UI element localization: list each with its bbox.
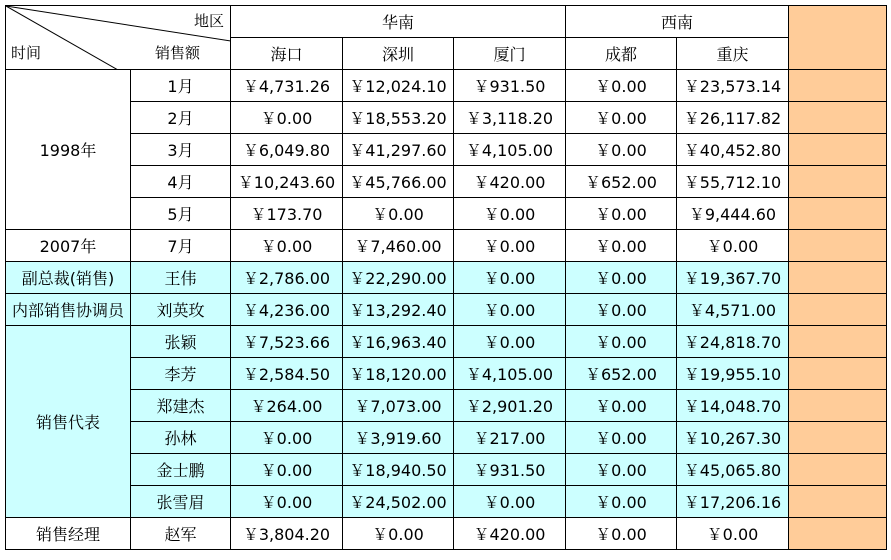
group-label-cell[interactable]: 销售经理 (6, 518, 131, 550)
value-cell[interactable]: ￥652.00 (566, 358, 677, 390)
value-cell[interactable]: ￥2,584.50 (231, 358, 343, 390)
city-header-shenzhen[interactable]: 深圳 (343, 38, 454, 70)
value-cell[interactable]: ￥0.00 (231, 230, 343, 262)
extra-column-cell[interactable] (789, 390, 887, 422)
row-label-cell[interactable]: 3月 (131, 134, 231, 166)
value-cell[interactable]: ￥0.00 (566, 518, 677, 550)
value-cell[interactable]: ￥0.00 (566, 70, 677, 102)
value-cell[interactable]: ￥4,731.26 (231, 70, 343, 102)
row-label-cell[interactable]: 5月 (131, 198, 231, 230)
value-cell[interactable]: ￥22,290.00 (343, 262, 454, 294)
table-row (6, 486, 887, 518)
value-cell[interactable]: ￥420.00 (454, 518, 566, 550)
value-cell[interactable]: ￥0.00 (343, 198, 454, 230)
value-cell[interactable]: ￥0.00 (566, 134, 677, 166)
value-cell[interactable]: ￥45,065.80 (677, 454, 789, 486)
value-cell[interactable]: ￥0.00 (566, 262, 677, 294)
row-label-cell[interactable]: 1月 (131, 70, 231, 102)
value-cell[interactable]: ￥652.00 (566, 166, 677, 198)
value-cell[interactable]: ￥0.00 (566, 326, 677, 358)
extra-column-cell[interactable] (789, 358, 887, 390)
extra-column-cell[interactable] (789, 518, 887, 550)
value-cell[interactable]: ￥26,117.82 (677, 102, 789, 134)
value-cell[interactable]: ￥18,120.00 (343, 358, 454, 390)
value-cell[interactable]: ￥931.50 (454, 70, 566, 102)
table-row (6, 70, 887, 102)
value-cell[interactable]: ￥0.00 (231, 102, 343, 134)
table-row (6, 358, 887, 390)
row-label-cell[interactable]: 刘英玫 (131, 294, 231, 326)
value-cell[interactable]: ￥0.00 (566, 390, 677, 422)
group-label-cell[interactable]: 内部销售协调员 (6, 294, 131, 326)
value-cell[interactable]: ￥18,940.50 (343, 454, 454, 486)
value-cell[interactable]: ￥0.00 (454, 486, 566, 518)
value-cell[interactable]: ￥24,502.00 (343, 486, 454, 518)
value-cell[interactable]: ￥0.00 (454, 294, 566, 326)
value-cell[interactable]: ￥264.00 (231, 390, 343, 422)
value-cell[interactable]: ￥0.00 (677, 230, 789, 262)
value-cell[interactable]: ￥3,919.60 (343, 422, 454, 454)
row-label-cell[interactable]: 2月 (131, 102, 231, 134)
extra-column-cell[interactable] (789, 422, 887, 454)
row-label-cell[interactable]: 张颖 (131, 326, 231, 358)
value-cell[interactable]: ￥4,105.00 (454, 358, 566, 390)
city-header-chengdu[interactable]: 成都 (566, 38, 677, 70)
extra-column-cell[interactable] (789, 102, 887, 134)
value-cell[interactable]: ￥16,963.40 (343, 326, 454, 358)
extra-column-cell[interactable] (789, 166, 887, 198)
value-cell[interactable]: ￥19,367.70 (677, 262, 789, 294)
value-cell[interactable]: ￥9,444.60 (677, 198, 789, 230)
table-row (6, 262, 887, 294)
value-cell[interactable]: ￥13,292.40 (343, 294, 454, 326)
value-cell[interactable]: ￥2,786.00 (231, 262, 343, 294)
header-time-label: 时间 (11, 44, 42, 62)
value-cell[interactable]: ￥45,766.00 (343, 166, 454, 198)
value-cell[interactable]: ￥0.00 (677, 518, 789, 550)
group-label-cell[interactable]: 2007年 (6, 230, 131, 262)
value-cell[interactable]: ￥40,452.80 (677, 134, 789, 166)
header-region-label: 地区 (193, 12, 224, 30)
value-cell[interactable]: ￥0.00 (231, 454, 343, 486)
value-cell[interactable]: ￥2,901.20 (454, 390, 566, 422)
header-amount-label: 销售额 (154, 44, 200, 62)
value-cell[interactable]: ￥3,118.20 (454, 102, 566, 134)
table-row (6, 454, 887, 486)
value-cell[interactable]: ￥0.00 (231, 486, 343, 518)
row-label-cell[interactable]: 金士鹏 (131, 454, 231, 486)
value-cell[interactable]: ￥0.00 (566, 454, 677, 486)
value-cell[interactable]: ￥420.00 (454, 166, 566, 198)
value-cell[interactable]: ￥19,955.10 (677, 358, 789, 390)
value-cell[interactable]: ￥0.00 (454, 230, 566, 262)
table-row (6, 326, 887, 358)
group-label-cell[interactable]: 销售代表 (6, 326, 131, 518)
value-cell[interactable]: ￥55,712.10 (677, 166, 789, 198)
row-label-cell[interactable]: 赵军 (131, 518, 231, 550)
city-header-xiamen[interactable]: 厦门 (454, 38, 566, 70)
city-header-haikou[interactable]: 海口 (231, 38, 343, 70)
group-label-cell[interactable]: 1998年 (6, 70, 131, 230)
table-row (6, 422, 887, 454)
table-row (6, 518, 887, 550)
value-cell[interactable]: ￥18,553.20 (343, 102, 454, 134)
region-header-southwest[interactable]: 西南 (566, 6, 789, 38)
diagonal-header-cell (6, 6, 231, 70)
value-cell[interactable]: ￥7,073.00 (343, 390, 454, 422)
table-row (6, 230, 887, 262)
group-label-cell[interactable]: 副总裁(销售) (6, 262, 131, 294)
extra-column-cell[interactable] (789, 230, 887, 262)
value-cell[interactable]: ￥12,024.10 (343, 70, 454, 102)
extra-column-cell[interactable] (789, 6, 887, 70)
extra-column-cell[interactable] (789, 326, 887, 358)
row-label-cell[interactable]: 7月 (131, 230, 231, 262)
value-cell[interactable]: ￥217.00 (454, 422, 566, 454)
sales-pivot-table (5, 5, 887, 550)
value-cell[interactable]: ￥173.70 (231, 198, 343, 230)
value-cell[interactable]: ￥931.50 (454, 454, 566, 486)
extra-column-cell[interactable] (789, 486, 887, 518)
value-cell[interactable]: ￥0.00 (566, 102, 677, 134)
value-cell[interactable]: ￥41,297.60 (343, 134, 454, 166)
value-cell[interactable]: ￥0.00 (566, 422, 677, 454)
extra-column-cell[interactable] (789, 294, 887, 326)
value-cell[interactable]: ￥0.00 (566, 294, 677, 326)
value-cell[interactable]: ￥4,105.00 (454, 134, 566, 166)
value-cell[interactable]: ￥4,571.00 (677, 294, 789, 326)
value-cell[interactable]: ￥7,460.00 (343, 230, 454, 262)
value-cell[interactable]: ￥0.00 (231, 422, 343, 454)
row-label-cell[interactable]: 郑建杰 (131, 390, 231, 422)
extra-column-cell[interactable] (789, 134, 887, 166)
row-label-cell[interactable]: 李芳 (131, 358, 231, 390)
extra-column-cell[interactable] (789, 454, 887, 486)
value-cell[interactable]: ￥0.00 (566, 230, 677, 262)
value-cell[interactable]: ￥0.00 (454, 262, 566, 294)
table-row (6, 390, 887, 422)
row-label-cell[interactable]: 王伟 (131, 262, 231, 294)
region-header-south[interactable]: 华南 (231, 6, 566, 38)
value-cell[interactable]: ￥0.00 (343, 518, 454, 550)
value-cell[interactable]: ￥14,048.70 (677, 390, 789, 422)
value-cell[interactable]: ￥0.00 (454, 198, 566, 230)
extra-column-cell[interactable] (789, 262, 887, 294)
table-row (6, 102, 887, 134)
extra-column-cell[interactable] (789, 198, 887, 230)
value-cell[interactable]: ￥4,236.00 (231, 294, 343, 326)
value-cell[interactable]: ￥6,049.80 (231, 134, 343, 166)
value-cell[interactable]: ￥3,804.20 (231, 518, 343, 550)
row-label-cell[interactable]: 4月 (131, 166, 231, 198)
table-row (6, 134, 887, 166)
value-cell[interactable]: ￥0.00 (566, 198, 677, 230)
value-cell[interactable]: ￥10,243.60 (231, 166, 343, 198)
table-row (6, 166, 887, 198)
value-cell[interactable]: ￥17,206.16 (677, 486, 789, 518)
table-row (6, 294, 887, 326)
value-cell[interactable]: ￥24,818.70 (677, 326, 789, 358)
extra-column-cell[interactable] (789, 70, 887, 102)
value-cell[interactable]: ￥23,573.14 (677, 70, 789, 102)
value-cell[interactable]: ￥0.00 (454, 326, 566, 358)
value-cell[interactable]: ￥7,523.66 (231, 326, 343, 358)
table-row (6, 198, 887, 230)
value-cell[interactable]: ￥10,267.30 (677, 422, 789, 454)
row-label-cell[interactable]: 张雪眉 (131, 486, 231, 518)
row-label-cell[interactable]: 孙林 (131, 422, 231, 454)
value-cell[interactable]: ￥0.00 (566, 486, 677, 518)
city-header-chongqing[interactable]: 重庆 (677, 38, 789, 70)
